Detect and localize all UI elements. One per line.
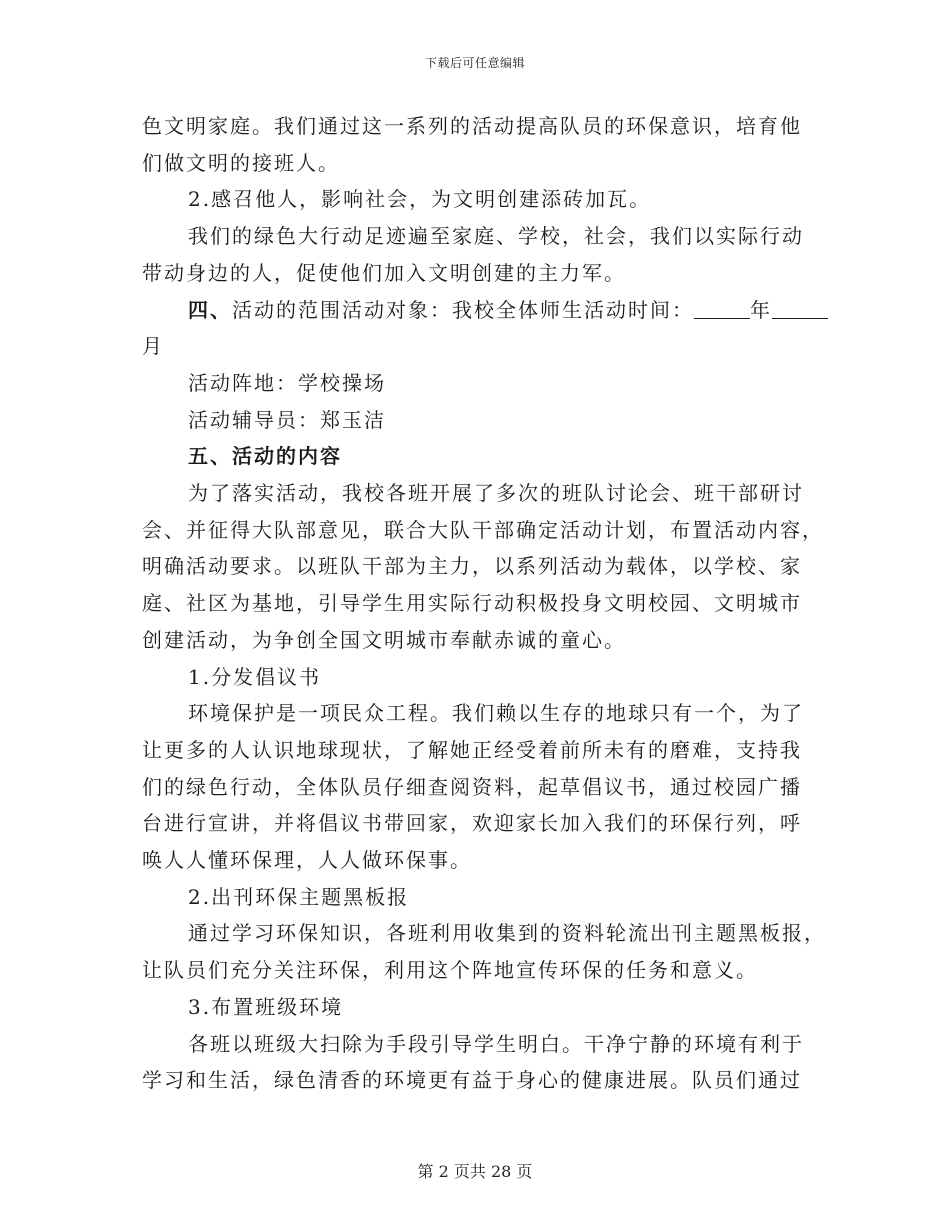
paragraph-line: 创建活动，为争创全国文明城市奉献赤诚的童心。 [142,627,626,652]
paragraph-line: 环境保护是一项民众工程。我们赖以生存的地球只有一个，为了 [188,701,804,726]
paragraph-line: 明确活动要求。以班队干部为主力，以系列活动为载体，以学校、家 [142,554,802,579]
page-footer: 第 2 页共 28 页 [417,1162,533,1181]
paragraph-line: 带动身边的人，促使他们加入文明创建的主力军。 [142,260,626,285]
paragraph-line: 们做文明的接班人。 [142,150,340,175]
section-line [142,292,812,329]
paragraph-line: 活动阵地：学校操场 [188,370,386,395]
paragraph-line: 让队员们充分关注环保，利用这个阵地宣传环保的任务和意义。 [142,958,758,983]
year-label: 年 [750,297,772,322]
subheading-line: 2.感召他人，影响社会，为文明创建添砖加瓦。 [188,187,652,212]
section-heading: 五、活动的内容 [188,444,342,469]
paragraph-line: 色文明家庭。我们通过这一系列的活动提高队员的环保意识，培育他 [142,114,802,138]
subheading-line: 1.分发倡议书 [188,664,322,689]
section-text: 活动的范围活动对象：我校全体师生活动时间： [232,297,694,322]
paragraph-line: 让更多的人认识地球现状，了解她正经受着前所未有的磨难，支持我 [142,737,802,762]
paragraph-line: 月 [142,334,164,359]
section-heading-number: 四、 [188,297,232,322]
page-header: 下载后可任意编辑 [424,56,525,70]
subheading-line: 3.布置班级环境 [188,994,344,1019]
document-body [142,108,826,1099]
paragraph-line: 各班以班级大扫除为手段引导学生明白。干净宁静的环境有利于 [188,1031,804,1056]
paragraph-line: 我们的绿色大行动足迹遍至家庭、学校，社会，我们以实际行动 [188,224,804,249]
subheading-line: 2.出刊环保主题黑板报 [188,884,410,909]
blank-underline [772,298,828,319]
paragraph-line: 们的绿色行动，全体队员仔细查阅资料，起草倡议书，通过校园广播 [142,774,802,799]
paragraph-line: 通过学习环保知识，各班利用收集到的资料轮流出刊主题黑板报， [188,921,826,946]
paragraph-line: 学习和生活，绿色清香的环境更有益于身心的健康进展。队员们通过 [142,1068,802,1093]
paragraph-line: 会、并征得大队部意见，联合大队干部确定活动计划，布置活动内容， [142,517,824,542]
paragraph-line: 庭、社区为基地，引导学生用实际行动积极投身文明校园、文明城市 [142,591,802,616]
paragraph-line: 为了落实活动，我校各班开展了多次的班队讨论会、班干部研讨 [188,481,804,506]
blank-underline [694,298,750,319]
paragraph-line: 活动辅导员：郑玉洁 [188,407,386,432]
paragraph-line: 唤人人懂环保理，人人做环保事。 [142,848,472,873]
paragraph-line: 台进行宣讲，并将倡议书带回家，欢迎家长加入我们的环保行列，呼 [142,811,802,836]
